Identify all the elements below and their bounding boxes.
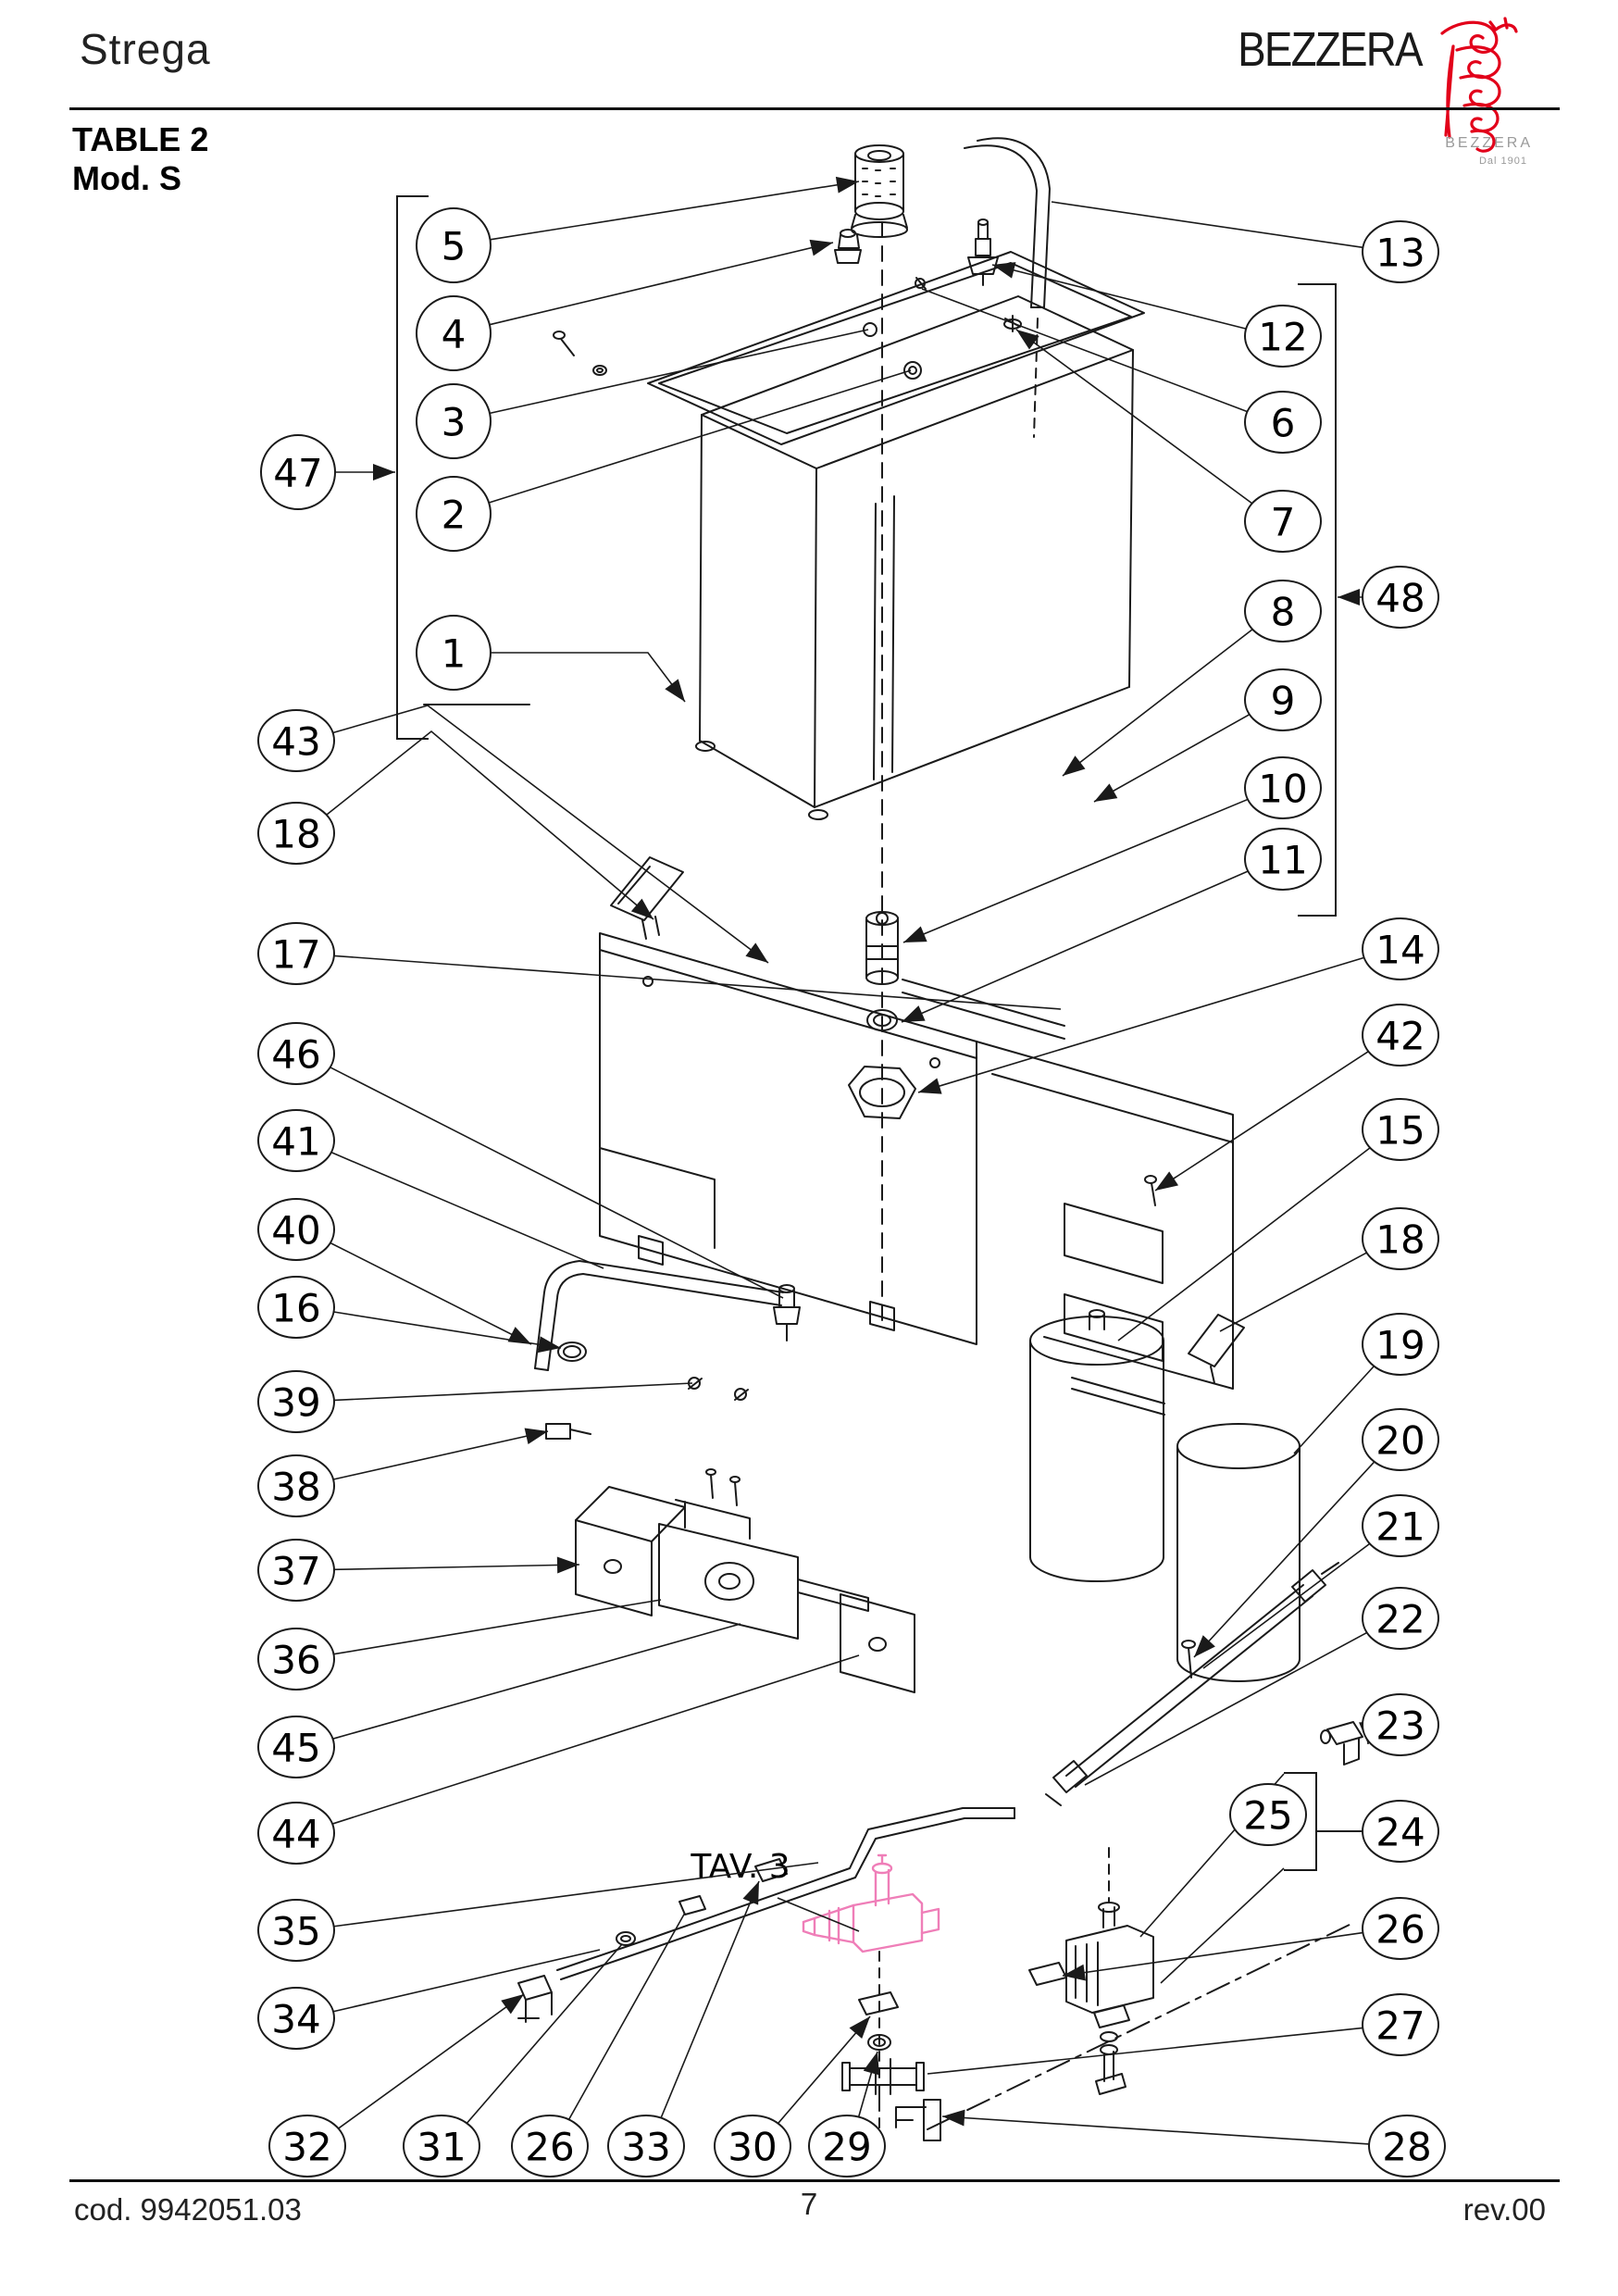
callout-number-8: 8 [1270,589,1296,635]
callout-number-4: 4 [441,311,467,357]
callout-number-22: 22 [1375,1596,1425,1642]
boiler-insulation-cylinders [1030,1176,1300,1681]
chassis-panel [424,705,1233,1415]
callout-leader-9 [1094,715,1250,802]
callout-leader-21 [1203,1543,1370,1668]
callout-number-32: 32 [282,2124,332,2170]
tank-fitting [835,230,861,263]
callout-leader-45 [333,1624,741,1739]
callout-leader-7 [1016,330,1252,504]
callout-leader-13 [1052,202,1363,247]
callout-number-48: 48 [1375,575,1425,621]
model-label: Mod. S [72,159,181,197]
callout-number-25: 25 [1243,1792,1293,1839]
callout-number-37: 37 [271,1548,321,1594]
callout-number-3: 3 [441,399,467,445]
callout-leader-38 [333,1431,548,1479]
callout-number-44: 44 [271,1811,321,1857]
arrowhead [864,2052,879,2076]
arrowhead [902,1005,926,1022]
arrowhead [810,240,833,256]
callout-leader-4 [490,243,833,325]
callout-leader-3 [490,330,868,413]
arrowhead [665,679,685,702]
callout-leader-42 [1155,1052,1368,1191]
callout-leader-36 [333,1600,661,1654]
vibration-pump-assembly [546,1285,915,1692]
arrowhead [942,2110,965,2127]
callout-number-30: 30 [728,2124,778,2170]
tav3-leader [778,1898,859,1931]
callout-number-13: 13 [1375,230,1425,276]
page-title: Strega [80,25,211,73]
callout-leader-40 [330,1242,531,1344]
arrowhead [850,2016,870,2039]
callout-number-6: 6 [1270,400,1296,446]
callout-number-18: 18 [271,811,321,857]
static-line-art [424,138,1363,2140]
callout-number-10: 10 [1258,766,1308,812]
callout-leader-26 [569,1913,685,2119]
arrowhead [745,942,768,963]
callout-leader-37 [334,1565,579,1569]
callout-number-16: 16 [271,1285,321,1331]
logo-caption: BEZZERA [1445,135,1533,151]
callout-leader-2 [489,370,911,503]
retention-valve-pink [803,1855,939,1952]
tav3-reference: TAV. 3 [691,1848,790,1886]
callout-leader-17 [334,955,1061,1009]
callout-number-42: 42 [1375,1013,1425,1059]
revision-label: rev.00 [1462,2192,1546,2227]
callout-leader-5 [491,181,859,240]
arrowhead [525,1428,548,1444]
callout-number-38: 38 [271,1464,321,1510]
callout-number-17: 17 [271,931,321,978]
callout-leader-35 [334,1863,818,1927]
arrowhead [918,1078,942,1093]
callout-leader-44 [332,1655,859,1824]
callout-number-12: 12 [1258,314,1308,360]
callout-leader-15 [1118,1148,1370,1341]
callout-number-14: 14 [1375,927,1425,973]
arrowhead [903,926,927,942]
callout-number-7: 7 [1270,499,1296,545]
intake-filter [852,145,907,237]
callout-number-31: 31 [417,2124,467,2170]
clip-bracket [611,857,683,939]
tank-lid [648,252,1144,444]
callout-number-19: 19 [1375,1322,1425,1368]
callout-number-34: 34 [271,1996,321,2042]
callout-layer [258,177,1445,2177]
page-number: 7 [800,2187,818,2221]
callout-leader-28 [942,2116,1369,2144]
callout-leader-12 [992,265,1246,329]
arrowhead [1155,1171,1178,1191]
silicone-tube [965,138,1050,437]
arrowhead [373,464,395,480]
callout-leader-34 [333,1950,600,2012]
callout-number-11: 11 [1258,837,1308,883]
arrowhead [501,1994,524,2014]
callout-number-20: 20 [1375,1417,1425,1464]
callout-number-41: 41 [271,1118,321,1165]
callout-number-21: 21 [1375,1504,1425,1550]
callout-leader-8 [1063,630,1252,776]
callout-leader-41 [331,1153,604,1268]
callout-leader-18 [1220,1253,1367,1331]
arrowhead [992,262,1015,278]
brand-wordmark: BEZZERA [1238,23,1422,77]
callout-number-18: 18 [1375,1217,1425,1263]
callout-number-26: 26 [525,2124,575,2170]
callout-leader-39 [334,1383,692,1400]
callout-leader-22 [1085,1632,1367,1785]
document-code: cod. 9942051.03 [74,2192,302,2227]
arrowhead [1338,589,1360,605]
callout-leader-43 [333,705,768,963]
callout-leader-1 [491,653,685,702]
callout-number-46: 46 [271,1031,321,1078]
arrowhead [1094,783,1117,802]
callout-number-15: 15 [1375,1107,1425,1154]
copper-pipe [518,1808,1014,2022]
callout-leader-20 [1194,1462,1375,1657]
callout-number-1: 1 [441,630,467,677]
callout-leader-26 [1063,1933,1363,1976]
callout-number-27: 27 [1375,2003,1425,2049]
footer-rule [69,2179,1560,2182]
callout-number-26: 26 [1375,1906,1425,1953]
callout-number-23: 23 [1375,1703,1425,1749]
callout-leader-11 [902,871,1248,1022]
callout-number-33: 33 [621,2124,671,2170]
callout-number-9: 9 [1270,678,1296,724]
callout-number-47: 47 [273,450,323,496]
callout-number-39: 39 [271,1379,321,1426]
callout-leader-31 [467,1944,622,2123]
callout-leader-32 [339,1994,524,2128]
callout-number-28: 28 [1382,2124,1432,2170]
callout-number-5: 5 [441,223,467,269]
callout-leader-10 [903,799,1248,942]
callout-number-29: 29 [822,2124,872,2170]
water-tank [554,278,1133,819]
arrowhead [1063,755,1086,776]
callout-leader-6 [922,289,1248,412]
callout-leader-16 [334,1312,561,1348]
callout-leader-27 [927,2028,1363,2074]
table-title: TABLE 2 [72,120,209,158]
callout-number-35: 35 [271,1908,321,1954]
logo-year: Dal 1901 [1478,156,1527,167]
callout-leader-14 [918,957,1364,1092]
callout-number-43: 43 [271,718,321,765]
elbow-fitting-23 [1321,1722,1363,1765]
callout-leader-18 [327,731,653,919]
callout-number-45: 45 [271,1725,321,1771]
callout-number-2: 2 [441,492,467,538]
callout-number-24: 24 [1375,1809,1425,1855]
callout-number-40: 40 [271,1207,321,1254]
callout-number-36: 36 [271,1637,321,1683]
